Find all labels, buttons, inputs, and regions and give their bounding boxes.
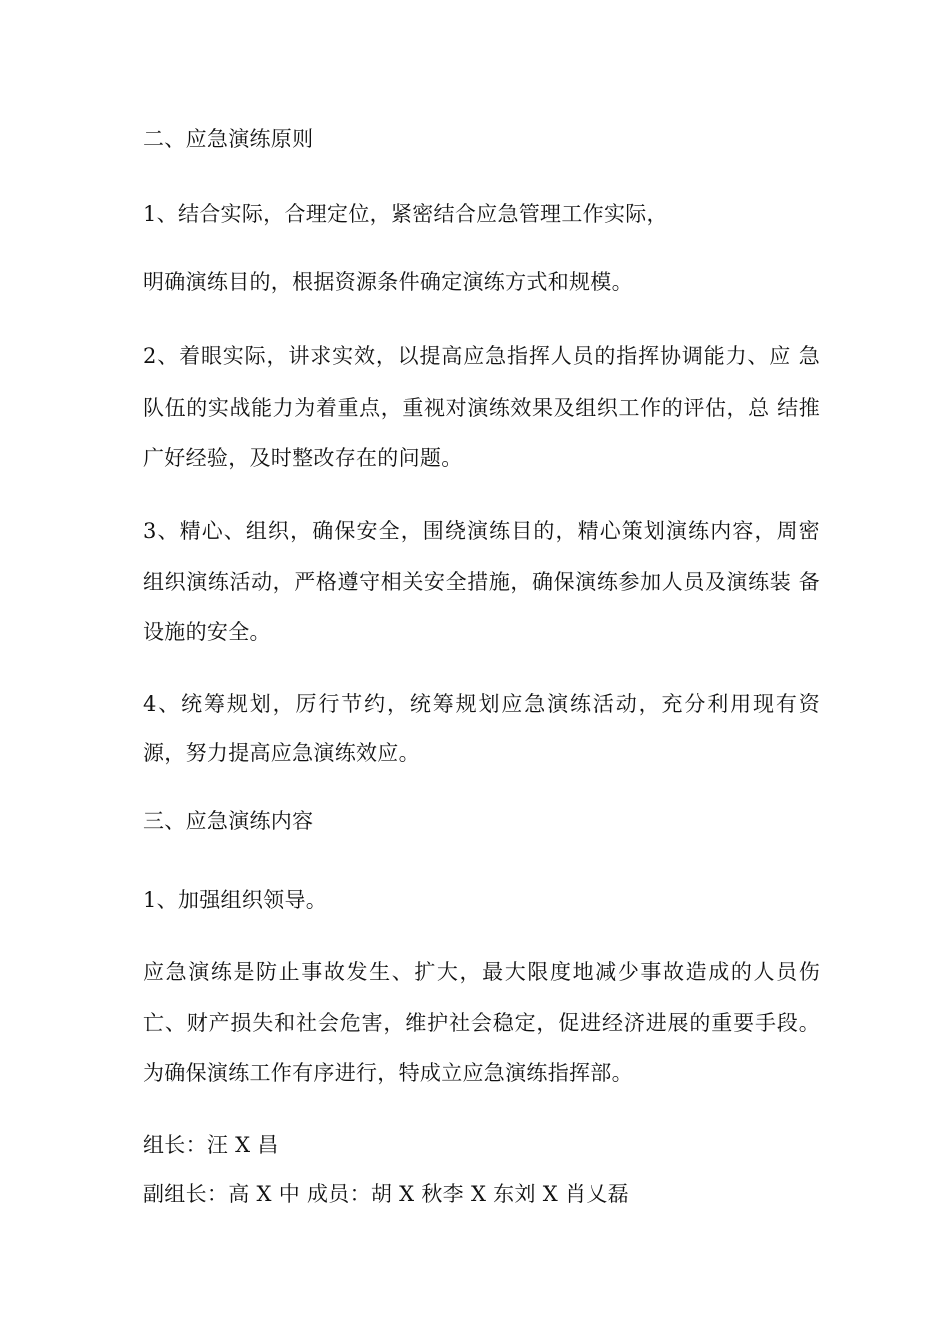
section-heading-principles: 二、应急演练原则 [143,127,314,151]
principle-2-line-1: 2、着眼实际，讲求实效，以提高应急指挥人员的指挥协调能力、应 急 [143,344,820,368]
principle-2-line-2: 队伍的实战能力为着重点，重视对演练效果及组织工作的评估，总 结推 [143,396,820,420]
principle-3-line-1: 3、精心、组织，确保安全，围绕演练目的，精心策划演练内容，周密 [143,519,820,543]
principle-2-line-3: 广好经验，及时整改存在的问题。 [143,446,463,470]
principle-3-line-3: 设施的安全。 [143,620,271,644]
principle-1-line-2: 明确演练目的，根据资源条件确定演练方式和规模。 [143,270,633,294]
content-paragraph-line-3: 为确保演练工作有序进行，特成立应急演练指挥部。 [143,1061,633,1085]
team-leader-line: 组长：汪 X 昌 [143,1133,279,1157]
content-1-heading: 1、加强组织领导。 [143,888,328,912]
principle-3-line-2: 组织演练活动，严格遵守相关安全措施，确保演练参加人员及演练装 备 [143,570,820,594]
deputy-members-line: 副组长：高 X 中 成员：胡 X 秋李 X 东刘 X 肖乂磊 [143,1182,629,1206]
section-heading-content: 三、应急演练内容 [143,809,314,833]
principle-4-line-1: 4、统筹规划，厉行节约，统筹规划应急演练活动，充分利用现有资 [143,692,820,716]
content-paragraph-line-2: 亡、财产损失和社会危害，维护社会稳定，促进经济进展的重要手段。 [143,1011,820,1035]
principle-1-line-1: 1、结合实际，合理定位，紧密结合应急管理工作实际， [143,202,668,226]
content-paragraph-line-1: 应急演练是防止事故发生、扩大，最大限度地减少事故造成的人员伤 [143,960,820,984]
principle-4-line-2: 源，努力提高应急演练效应。 [143,741,420,765]
